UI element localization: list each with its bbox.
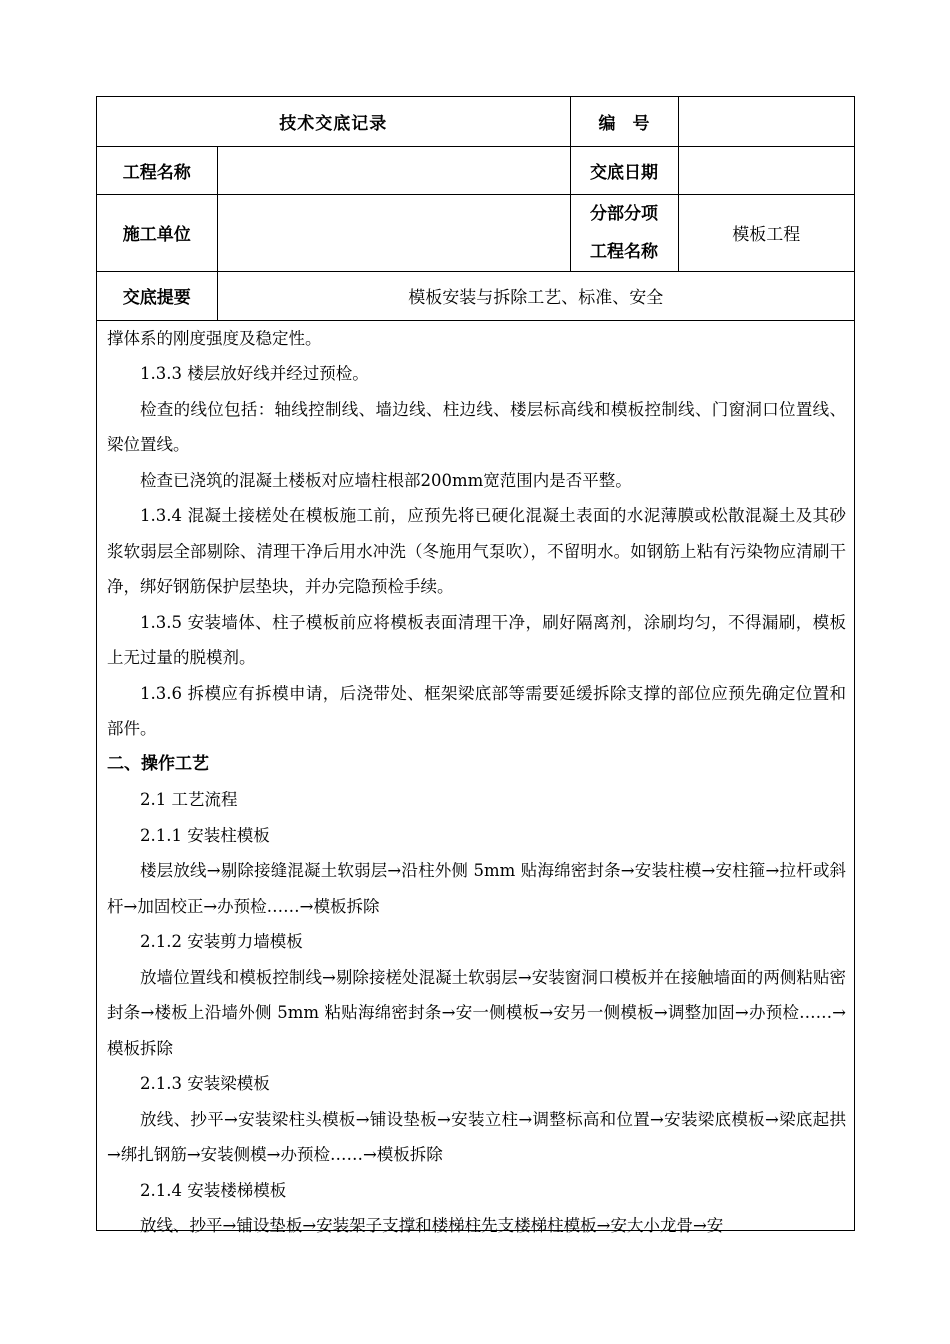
body-paragraph: 放线、抄平→铺设垫板→安装架子支撑和楼梯柱先支楼梯柱模板→安大小龙骨→安 [140, 1216, 724, 1235]
body-paragraph: 1.3.4 混凝土接槎处在模板施工前，应预先将已硬化混凝土表面的水泥薄膜或松散混凝土及其砂浆软弱层全部剔除、清理干净后用水冲洗（冬施用气泵吹），不留明水。如钢筋上粘有污染物应清刷干净，绑好钢筋保护层垫块，并办完隐预检手续。 [107, 506, 846, 596]
body-paragraph: 楼层放线→剔除接缝混凝土软弱层→沿柱外侧 5mm 贴海绵密封条→安装柱模→安柱箍→拉杆或斜杆→加固校正→办预检……→模板拆除 [107, 861, 846, 916]
header-table [97, 97, 854, 321]
unit-label: 施工单位 [97, 194, 217, 271]
body-paragraph: 放线、抄平→安装梁柱头模板→铺设垫板→安装立柱→调整标高和位置→安装梁底模板→梁底起拱→绑扎钢筋→安装侧模→办预检……→模板拆除 [107, 1109, 846, 1164]
sub-project-label-line1: 分部分项 [590, 203, 658, 224]
body-paragraph: 撑体系的刚度强度及稳定性。 [107, 328, 322, 348]
body-paragraph: 1.3.6 拆模应有拆模申请，后浇带处、框架梁底部等需要延缓拆除支撑的部位应预先确定位置和部件。 [107, 683, 846, 738]
subsection-heading: 2.1.2 安装剪力墙模板 [140, 932, 303, 951]
number-value[interactable] [678, 97, 854, 146]
sub-project-value: 模板工程 [678, 194, 854, 271]
body-paragraph: 1.3.5 安装墙体、柱子模板前应将模板表面清理干净，刷好隔离剂，涂刷均匀，不得漏刷，模板上无过量的脱模剂。 [107, 612, 846, 667]
sub-project-label-line2: 工程名称 [590, 241, 658, 262]
summary-label: 交底提要 [97, 271, 217, 320]
section-heading: 二、操作工艺 [107, 753, 209, 774]
body-paragraph: 检查已浇筑的混凝土楼板对应墙柱根部200mm宽范围内是否平整。 [140, 470, 632, 490]
unit-value[interactable] [217, 194, 570, 271]
document-body [97, 321, 854, 1244]
date-label: 交底日期 [570, 146, 678, 194]
document-sheet [96, 96, 855, 1235]
subsection-heading: 2.1.3 安装梁模板 [140, 1074, 270, 1093]
subsection-heading: 2.1 工艺流程 [140, 790, 238, 809]
body-paragraph: 检查的线位包括：轴线控制线、墙边线、柱边线、楼层标高线和模板控制线、门窗洞口位置线、梁位置线。 [107, 399, 846, 454]
summary-value: 模板安装与拆除工艺、标准、安全 [217, 271, 854, 320]
sub-project-label [570, 194, 678, 271]
body-paragraph: 1.3.3 楼层放好线并经过预检。 [140, 364, 369, 383]
date-value[interactable] [678, 146, 854, 194]
subsection-heading: 2.1.4 安装楼梯模板 [140, 1180, 287, 1200]
subsection-heading: 2.1.1 安装柱模板 [140, 825, 270, 845]
body-paragraph: 放墙位置线和模板控制线→剔除接槎处混凝土软弱层→安装窗洞口模板并在接触墙面的两侧粘贴密封条→楼板上沿墙外侧 5mm 粘贴海绵密封条→安一侧模板→安另一侧模板→调整加固→办预检……→模板拆除 [107, 967, 846, 1058]
project-name-value[interactable] [217, 146, 570, 194]
project-name-label: 工程名称 [97, 146, 217, 194]
number-label: 编 号 [570, 97, 678, 146]
document-title: 技术交底记录 [97, 97, 570, 146]
